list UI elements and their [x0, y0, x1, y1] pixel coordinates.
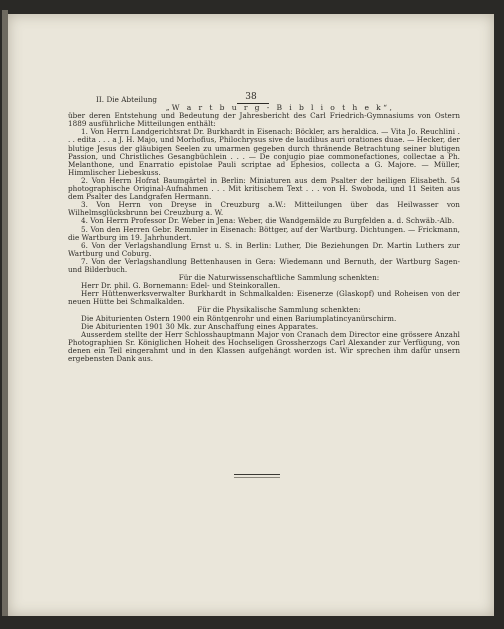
paragraph: 4. Von Herrn Professor Dr. Weber in Jena: Weber, die Wandgemälde zu Burgfelden a. d. Schwäb.-Alb. [81, 216, 455, 226]
closing-rule [234, 474, 280, 475]
physics-heading: Für die Physikalische Sammlung schenkten: [197, 305, 361, 315]
paragraph: 6. Von der Verlagshandlung Ernst u. S. in Berlin: Luther, Die Beziehungen Dr. Martin Luthers zur Wartburg und Coburg. [68, 240, 460, 258]
nature-heading: Für die Naturwissenschaftliche Sammlung schenkten: [178, 273, 380, 283]
paragraph: 5. Von den Herren Gebr. Remmler in Eisenach: Böttger, auf der Wartburg. Dichtungen. — Frickmann, die Wartburg im 19. Jahrhundert. [68, 224, 460, 242]
page-body [68, 96, 460, 363]
paragraph: 2. Von Herrn Hofrat Baumgärtel in Berlin: Miniaturen aus dem Psalter der heiligen Elisabeth. 54 photographische Original-Aufnahmen . . . Mit kritischem Text . . . von H. Swoboda, und 11 Seiten aus dem Psalter des Landgrafen Hermann. [68, 175, 460, 202]
library-title: „W a r t b u r g - B i b l i o t h e k“, [165, 103, 395, 113]
paragraph: Die Abiturienten 1901 30 Mk. zur Anschaffung eines Apparates. [81, 321, 319, 331]
paragraph: Ausserdem stellte der Herr Schlosshauptmann Major von Cranach dem Director eine grössere Anzahl Photographien Sr. Königlichen Hoheit des Hochseligen Grossherzogs Carl Alexander zur Verfügung, von denen ein Teil eingerahmt und in den Klassen aufgehängt worden ist. Wir sprechen ihm dafür unsern ergebensten Dank aus. [68, 329, 460, 363]
closing-rule-shadow [234, 477, 280, 478]
page-number: 38 [245, 92, 257, 102]
document-page [8, 14, 494, 616]
paragraph: Herr Hüttenwerksverwalter Burkhardt in Schmalkalden: Eisenerze (Glaskopf) und Roheisen von der neuen Hütte bei Schmalkalden. [68, 289, 460, 307]
paragraph: 7. Von der Verlagshandlung Bettenhausen in Gera: Wiedemann und Bernuth, der Wartburg Sagen- und Bilderbuch. [68, 256, 460, 274]
paragraph: Herr Dr. phil. G. Bornemann: Edel- und Steinkorallen. [81, 281, 281, 291]
paragraph: Die Abiturienten Ostern 1900 ein Röntgenrohr und einen Bariumplatincyanürschirm. [81, 313, 397, 323]
section-heading: II. Die Abteilung [96, 95, 158, 104]
paragraph: 1. Von Herrn Landgerichtsrat Dr. Burkhardt in Eisenach: Böckler, ars heraldica. — Vita Jo. Reuchlini . . . edita . . . a J. H. Majo, und Morhofius, Philochrysus sive de laudibus auri orationes duae. — Hecker, der blutige Jesus der gläubigen Seelen zu umarmen gegeben durch thränende Betrachtung seiner blutigen Passion, und Christliches Gesangbüchlein . . . — De conjugio piae commonefactiones, collectae a Ph. Melanthone, und Enarratio epistolae Pauli scriptae ad Ephesios, collecta a G. Majore. — Müller, Himmlischer Liebeskuss. [68, 127, 460, 177]
paragraph: 3. Von Herrn von Dreyse in Creuzburg a.W.: Mitteilungen über das Heilwasser von Wilhelmsglücksbrunn bei Creuzburg a. W. [68, 200, 460, 218]
paragraph: über deren Entstehung und Bedeutung der Jahresbericht des Carl Friedrich-Gymnasiums von Ostern 1889 ausführliche Mitteilungen enthält: [68, 111, 460, 129]
